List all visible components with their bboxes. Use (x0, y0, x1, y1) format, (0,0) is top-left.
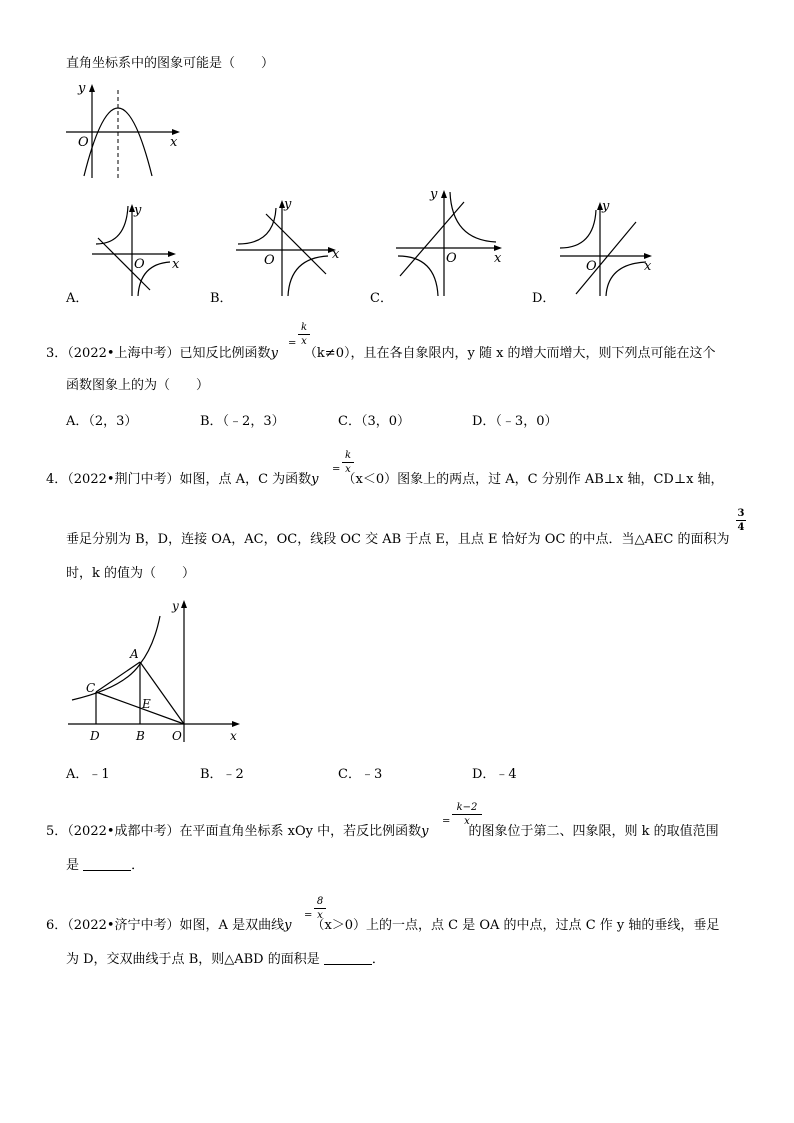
q6-number: 6． (46, 918, 68, 933)
q4-option-b[interactable]: B．﹣2 (200, 767, 244, 782)
q3-fraction (298, 322, 310, 347)
q6-end: ． (371, 952, 385, 967)
axis-y-label: y (602, 199, 610, 214)
q2-parabola-graph (64, 80, 184, 180)
q3-func-y: y (270, 346, 278, 361)
axis-y-label: y (430, 187, 438, 202)
q4-line3: 时，k 的值为（ ） (66, 566, 196, 581)
q4-line2: 垂足分别为 B，D，连接 OA，AC，OC，线段 OC 交 AB 于点 E，且点 E 恰好为 OC 的中点．当△AEC 的面积为 (66, 532, 730, 547)
axis-x-label: x (332, 247, 340, 262)
q5-func-y: y (421, 824, 429, 839)
q6-text2: 为 D，交双曲线于点 B，则△ABD 的面积是 (66, 952, 320, 967)
axis-y-label: y (284, 197, 292, 212)
q5-line2 (66, 858, 144, 874)
axis-origin-label: O (134, 257, 145, 272)
q3-line2: 函数图象上的为（ ） (66, 378, 210, 393)
q2-option-c[interactable]: C． (370, 291, 393, 306)
q4-source: （2022•荆门中考） (67, 472, 180, 487)
q3-option-b[interactable]: B．（﹣2，3） (200, 414, 285, 429)
q5-frac-num: k−2 (456, 802, 478, 813)
q5-answer-blank[interactable] (83, 858, 131, 871)
axis-x-label: x (170, 135, 178, 150)
q4-label-c: C (86, 681, 96, 695)
q2-stem: 直角坐标系中的图象可能是（ ） (66, 56, 275, 71)
q4-option-a[interactable]: A．﹣1 (66, 767, 110, 782)
q4-frac-num: k (344, 450, 352, 461)
q4-line1 (46, 472, 724, 488)
q2-option-c-graph (392, 184, 508, 300)
q4-label-x: x (230, 729, 237, 743)
q4-figure (64, 596, 250, 746)
q5-text2: 是 (66, 858, 80, 873)
q4-func-y: y (311, 472, 319, 487)
q3-source: （2022•上海中考） (67, 346, 180, 361)
q2-option-a-graph (90, 200, 190, 300)
q5-number: 5． (46, 824, 68, 839)
q4-label-y: y (172, 599, 179, 613)
q6-frac-den: x (317, 910, 323, 921)
q5-text1b: 的图象位于第二、四象限，则 k 的取值范围 (468, 824, 719, 839)
q5-fraction (452, 802, 482, 827)
q3-option-a[interactable]: A．（2，3） (66, 414, 138, 429)
q4-label-a: A (130, 647, 139, 661)
axis-y-label: y (134, 203, 142, 218)
q3-number: 3． (46, 346, 68, 361)
q2-option-a[interactable]: A． (66, 291, 89, 306)
axis-origin-label: O (586, 259, 597, 274)
q6-source: （2022•济宁中考） (67, 918, 180, 933)
q5-frac-den: x (464, 816, 470, 827)
q6-fraction (314, 896, 326, 921)
axis-x-label: x (644, 259, 652, 274)
q3-condition: （k≠0），且在各自象限内，y 随 x 的增大而增大，则下列点可能在这个 (303, 346, 716, 361)
q6-func-y: y (284, 918, 292, 933)
q4-condition: （x＜0）图象上的两点，过 A，C 分别作 AB⊥x 轴，CD⊥x 轴， (342, 472, 724, 487)
q4-label-d: D (90, 729, 100, 743)
q4-option-c[interactable]: C．﹣3 (338, 767, 383, 782)
q5-text1: 在平面直角坐标系 xOy 中，若反比例函数 (179, 824, 422, 839)
q6-condition: （x＞0）上的一点，点 C 是 OA 的中点，过点 C 作 y 轴的垂线，垂足 (311, 918, 720, 933)
q4-area-num: 3 (737, 508, 745, 519)
q4-number: 4． (46, 472, 68, 487)
q4-label-b: B (136, 729, 145, 743)
q4-area-den: 4 (737, 522, 745, 533)
q6-line2 (66, 952, 385, 968)
q2-option-d-graph (556, 198, 660, 300)
q2-option-b[interactable]: B． (210, 291, 233, 306)
axis-x-label: x (172, 257, 180, 272)
axis-x-label: x (494, 251, 502, 266)
q6-line1 (46, 918, 719, 934)
axis-origin-label: O (264, 253, 275, 268)
q6-text1: 如图，A 是双曲线 (179, 918, 285, 933)
axis-y-label: y (78, 81, 86, 96)
q2-option-b-graph (232, 196, 342, 300)
q4-label-o: O (172, 729, 182, 743)
q3-frac-den: x (301, 336, 307, 347)
q3-frac-num: k (300, 322, 308, 333)
q5-source: （2022•成都中考） (67, 824, 180, 839)
q4-fraction (342, 450, 354, 475)
q3-option-c[interactable]: C．（3，0） (338, 414, 410, 429)
axis-origin-label: O (78, 135, 89, 150)
q6-frac-num: 8 (316, 896, 324, 907)
q4-option-d[interactable]: D．﹣4 (472, 767, 517, 782)
q4-label-e: E (142, 697, 151, 711)
q6-answer-blank[interactable] (324, 952, 372, 965)
q4-text1: 如图，点 A，C 为函数 (179, 472, 312, 487)
q5-end: ． (131, 858, 145, 873)
q3-line1 (46, 346, 716, 362)
q3-option-d[interactable]: D．（﹣3，0） (472, 414, 558, 429)
q3-text1: 已知反比例函数 (179, 346, 271, 361)
q4-frac-den: x (345, 464, 351, 475)
q5-line1 (46, 824, 719, 840)
q2-option-d[interactable]: D． (532, 291, 556, 306)
q4-area-fraction (736, 508, 746, 533)
axis-origin-label: O (446, 251, 457, 266)
